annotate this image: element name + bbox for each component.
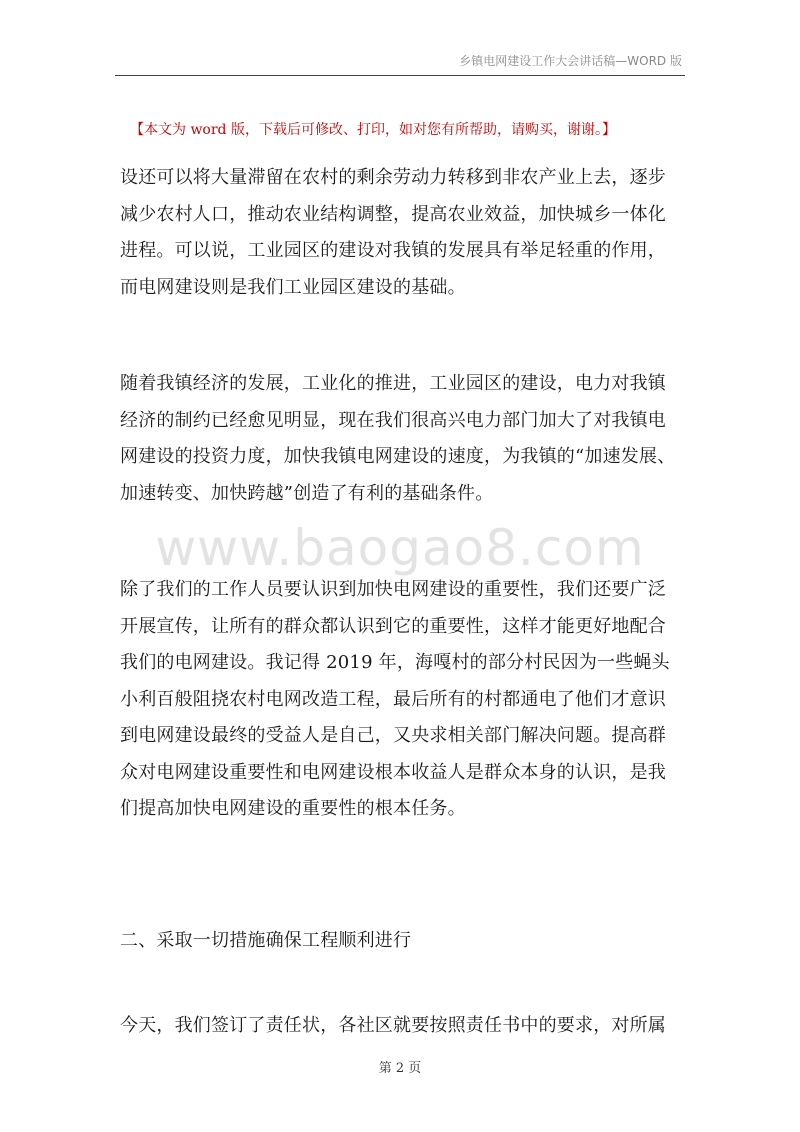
text-line: 进程。可以说，工业园区的建设对我镇的发展具有举足轻重的作用， (120, 240, 666, 261)
paragraph-3 (120, 572, 692, 828)
text-line: 随着我镇经济的发展，工业化的推进，工业园区的建设，电力对我镇 (120, 373, 666, 394)
header-divider (115, 75, 685, 76)
page-number: 第 2 页 (378, 1061, 422, 1076)
text-line: 减少农村人口，推动农业结构调整，提高农业效益，加快城乡一体化 (120, 203, 666, 225)
paragraph-5 (120, 1008, 692, 1045)
text-line: 而电网建设则是我们工业园区建设的基础。 (120, 276, 466, 298)
text-line: 设还可以将大量滞留在农村的剩余劳动力转移到非农产业上去，逐步 (120, 167, 666, 188)
text-line: 网建设的投资力度，加快我镇电网建设的速度，为我镇的“加速发展、 (120, 446, 676, 467)
text-line: 经济的制约已经愈见明显，现在我们很高兴电力部门加大了对我镇电 (120, 409, 666, 431)
text-line: 我们的电网建设。我记得 2019 年，海嘎村的部分村民因为一些蝇头 (120, 652, 670, 673)
watermark: www.baogao8.com (155, 519, 645, 577)
section-heading (120, 923, 692, 960)
paragraph-1 (120, 160, 692, 306)
text-line: 加速转变、加快跨越”创造了有利的基础条件。 (120, 482, 494, 504)
text-line: 到电网建设最终的受益人是自己，又央求相关部门解决问题。提高群 (120, 725, 666, 746)
text-line: 今天，我们签订了责任状，各社区就要按照责任书中的要求，对所属 (120, 1015, 666, 1036)
text-line: 众对电网建设重要性和电网建设根本收益人是群众本身的认识，是我 (120, 761, 666, 783)
running-header: 乡镇电网建设工作大会讲话稿—WORD 版 (459, 54, 682, 68)
text-line: 们提高加快电网建设的重要性的根本任务。 (120, 798, 466, 819)
text-line: 开展宣传，让所有的群众都认识到它的重要性，这样才能更好地配合 (120, 615, 666, 637)
paragraph-2 (120, 366, 692, 512)
purchase-notice: 【本文为 word 版，下载后可修改、打印，如对您有所帮助，请购买，谢谢。】 (130, 122, 616, 138)
text-line: 二、采取一切措施确保工程顺利进行 (120, 930, 412, 951)
text-line: 除了我们的工作人员要认识到加快电网建设的重要性，我们还要广泛 (120, 579, 666, 600)
text-line: 小利百般阻挠农村电网改造工程，最后所有的村都通电了他们才意识 (120, 688, 666, 710)
